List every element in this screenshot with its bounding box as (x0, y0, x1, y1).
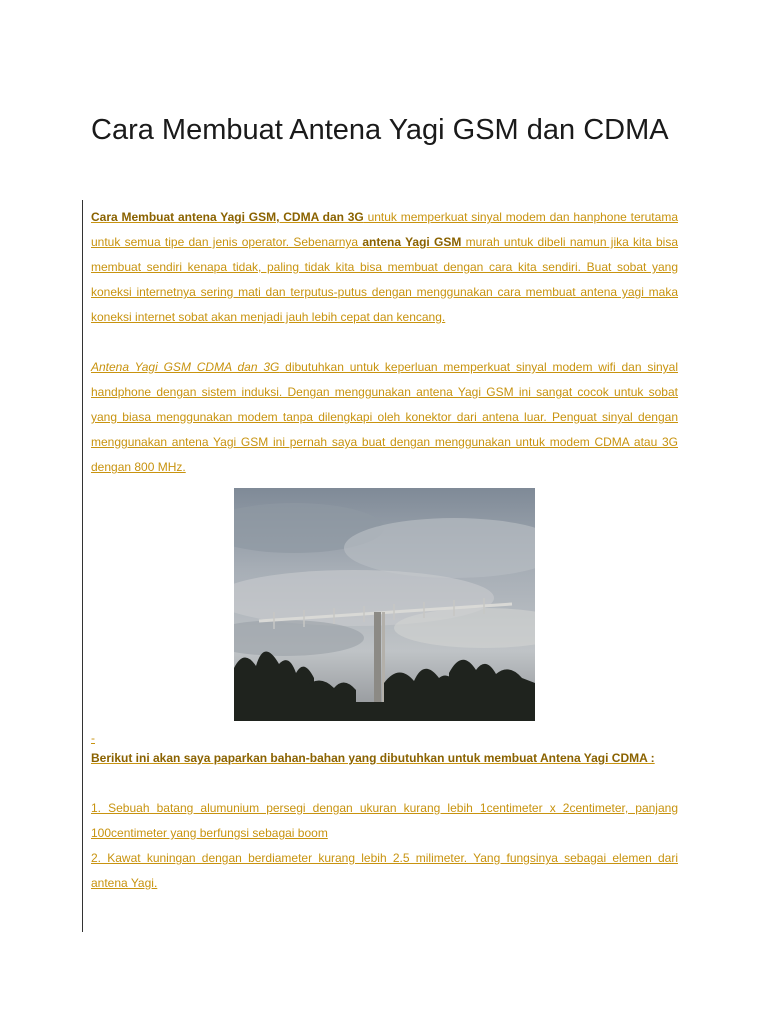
second-paragraph[interactable] (91, 355, 678, 480)
second-text: dibutuhkan untuk keperluan memperkuat sinyal modem wifi dan sinyal handphone dengan sistem induksi. Dengan menggunakan antena Yagi GSM ini sangat cocok untuk sobat yang biasa menggunakan modem tanpa dilengkapi oleh konektor dari antena luar. Penguat sinyal dengan menggunakan antena Yagi GSM ini pernah saya buat dengan menggunakan untuk modem CDMA atau 3G dengan 800 MHz. (91, 360, 678, 474)
second-italic-link[interactable]: Antena Yagi GSM CDMA dan 3G (91, 360, 280, 374)
intro-text-1: untuk memperkuat sinyal modem dan hanphone terutama untuk semua tipe dan jenis operator. Sebenarnya (91, 210, 678, 249)
page-title: Cara Membuat Antena Yagi GSM dan CDMA (91, 114, 669, 146)
intro-text-2: murah untuk dibeli namun jika kita bisa membuat sendiri kenapa tidak, paling tidak kita bisa membuat dengan cara kita sendiri. Buat sobat yang koneksi internetnya sering mati dan terputus-putus dengan menggunakan cara membuat antena yagi maka koneksi internet sobat akan menjadi jauh lebih cepat dan kencang. (91, 235, 678, 324)
materials-list (91, 796, 678, 896)
intro-paragraph[interactable] (91, 205, 678, 330)
yagi-antenna-photo (234, 488, 535, 721)
list-item[interactable]: 2. Kawat kuningan dengan berdiameter kurang lebih 2.5 milimeter. Yang fungsinya sebagai elemen dari antena Yagi. (91, 851, 678, 890)
intro-bold-mid[interactable]: antena Yagi GSM (362, 235, 462, 249)
separator-dash: - (91, 731, 95, 745)
list-item[interactable]: 1. Sebuah batang alumunium persegi dengan ukuran kurang lebih 1centimeter x 2centimeter, panjang 100centimeter yang berfungsi sebagai boom (91, 801, 678, 840)
left-margin-rule (82, 200, 83, 932)
article-body (91, 205, 678, 896)
photo-container (91, 480, 678, 730)
materials-heading[interactable] (91, 746, 678, 771)
materials-heading-text[interactable]: Berikut ini akan saya paparkan bahan-bahan yang dibutuhkan untuk membuat Antena Yagi CDMA : (91, 751, 655, 765)
intro-bold-link[interactable]: Cara Membuat antena Yagi GSM, CDMA dan 3G (91, 210, 364, 224)
